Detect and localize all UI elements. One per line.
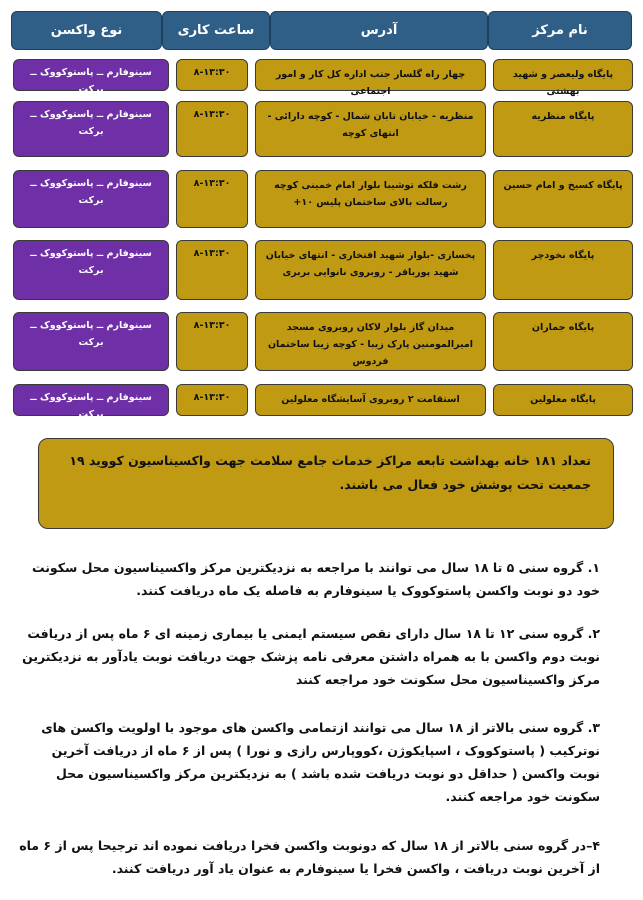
table-row-address: پخسازی -بلوار شهید افتخاری - انتهای خیابان شهید پورباقر - روبروی نانوایی بربری	[255, 240, 486, 300]
paragraph-4: ۴–در گروه سنی بالاتر از ۱۸ سال که دونوبت واکسن فخرا دریافت نموده اند ترجیحا پس از ۶ ماه از آخرین نوبت دریافت ، واکسن فخرا یا سینوفارم به عنوان یاد آور دریافت کنند.	[19, 838, 600, 876]
table-row-center-name: پایگاه نخودچر	[493, 240, 633, 300]
table-row-address: میدان گاز بلوار لاکان روبروی مسجد امیرالمومنین پارک زیبا - کوچه زیبا ساختمان فردوس	[255, 312, 486, 371]
header-center-name: نام مرکز	[488, 11, 632, 50]
table-row-hours: ۸-۱۳:۳۰	[176, 59, 248, 91]
table-row-address: استقامت ۲ روبروی آسایشگاه معلولین	[255, 384, 486, 416]
paragraph-3: ۳. گروه سنی بالاتر از ۱۸ سال می توانند ازتمامی واکسن های موجود با اولویت واکسن های نوترکیب ( پاستوکووک ، اسپایکوژن ،کووپارس رازی و نورا ) پس از ۶ ماه از دریافت آخرین نوبت واکسن ( حداقل دو نوبت دریافت شده باشد ) به نزدیکترین مرکز واکسیناسیون محل سکونت خود مراجعه کنند.	[41, 720, 600, 804]
table-row-center-name: پایگاه معلولین	[493, 384, 633, 416]
table-row-hours: ۸-۱۳:۳۰	[176, 384, 248, 416]
table-row-vaccine: سینوفارم ــ پاستوکووک ــ برکت	[13, 312, 169, 371]
table-row-center-name: پایگاه جماران	[493, 312, 633, 371]
table-row-vaccine: سینوفارم ــ پاستوکووک ــ برکت	[13, 59, 169, 91]
table-row-vaccine: سینوفارم ــ پاستوکووک ــ برکت	[13, 170, 169, 228]
table-row-hours: ۸-۱۳:۳۰	[176, 312, 248, 371]
table-row-address: منظریه - خیابان تابان شمال - کوچه دارائی - انتهای کوچه	[255, 101, 486, 157]
table-row-hours: ۸-۱۳:۳۰	[176, 240, 248, 300]
header-address: آدرس	[270, 11, 488, 50]
table-row-vaccine: سینوفارم ــ پاستوکووک ــ برکت	[13, 384, 169, 416]
table-row-center-name: پایگاه کسیخ و امام حسین	[493, 170, 633, 228]
table-row-center-name: پایگاه منظریه	[493, 101, 633, 157]
paragraph-2: ۲. گروه سنی ۱۲ تا ۱۸ سال دارای نقص سیستم ایمنی یا بیماری زمینه ای ۶ ماه پس از دریافت نوبت دوم واکسن با به همراه داشتن معرفی نامه پزشک جهت دریافت نوبت یادآور به نزدیکترین مرکز واکسیناسیون محل سکونت خود مراجعه کنند	[22, 626, 600, 687]
table-row-vaccine: سینوفارم ــ پاستوکووک ــ برکت	[13, 101, 169, 157]
table-row-vaccine: سینوفارم ــ پاستوکووک ــ برکت	[13, 240, 169, 300]
table-row-hours: ۸-۱۳:۳۰	[176, 170, 248, 228]
paragraph-1: ۱. گروه سنی ۵ تا ۱۸ سال می توانند با مراجعه به نزدیکترین مرکز واکسیناسیون محل سکونت خود دو نوبت واکسن پاستوکووک یا سینوفارم به فاصله یک ماه دریافت کنند.	[31, 560, 600, 598]
table-row-address: رشت فلکه توشیبا بلوار امام خمینی کوچه رسالت بالای ساختمان پلیس ۱۰+	[255, 170, 486, 228]
table-row-hours: ۸-۱۳:۳۰	[176, 101, 248, 157]
table-row-address: چهار راه گلسار جنب اداره کل کار و امور اجتماعی	[255, 59, 486, 91]
header-hours: ساعت کاری	[162, 11, 270, 50]
summary-box: تعداد ۱۸۱ خانه بهداشت تابعه مراکز خدمات جامع سلامت جهت واکسیناسیون کووید ۱۹ جمعیت تحت پوشش خود فعال می باشند.	[38, 438, 614, 529]
table-row-center-name: پایگاه ولیعصر و شهید بهشتی	[493, 59, 633, 91]
header-vaccine-type: نوع واکسن	[11, 11, 162, 50]
